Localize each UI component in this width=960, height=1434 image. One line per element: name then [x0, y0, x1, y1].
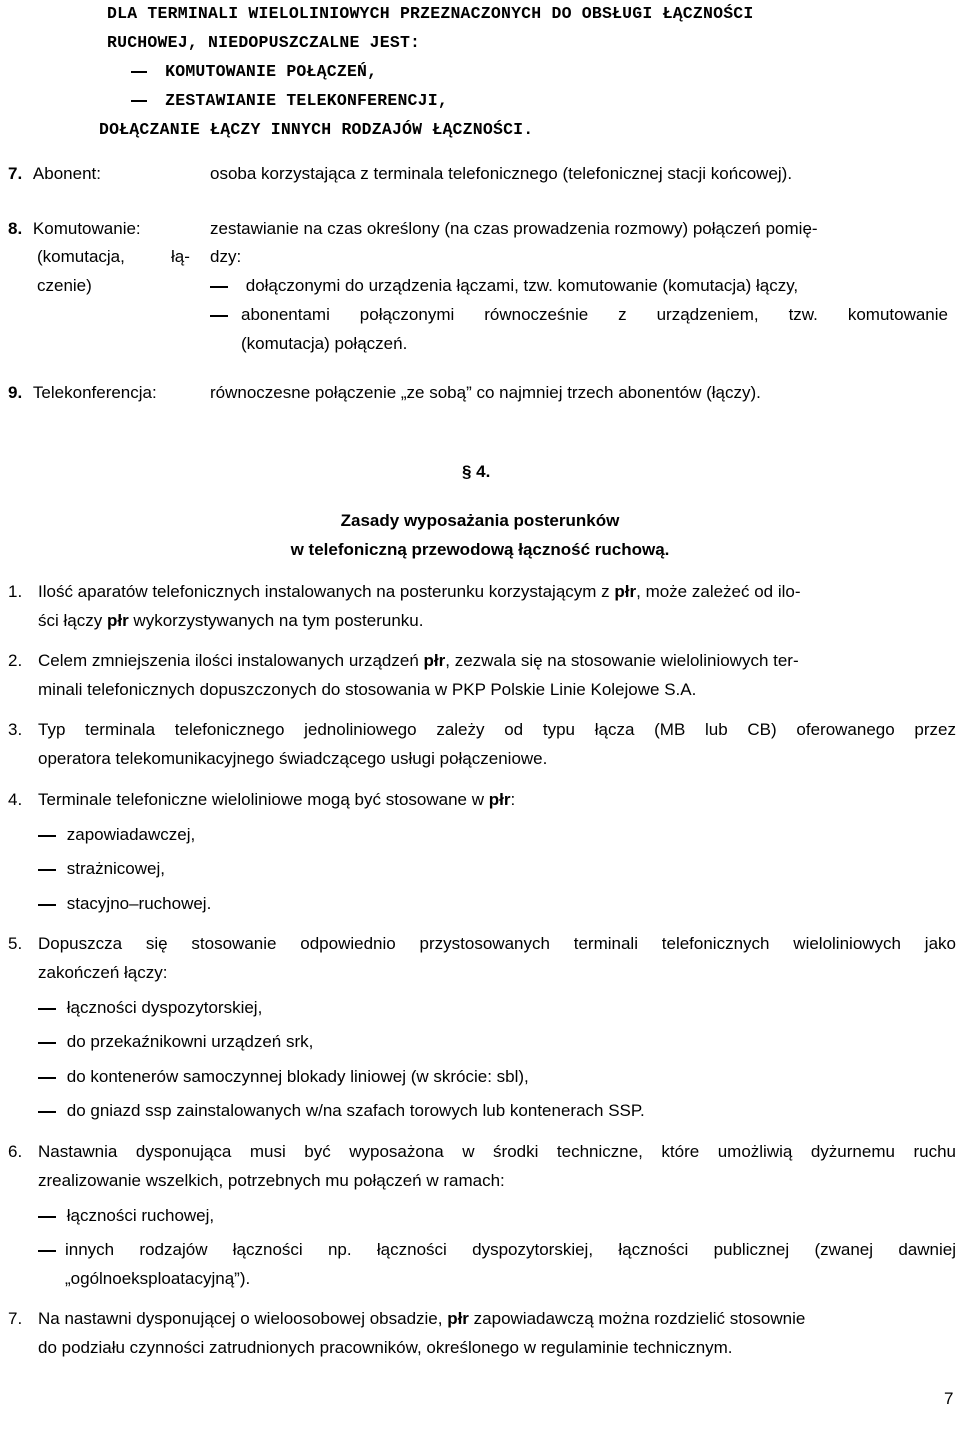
- definition-9: [8, 383, 157, 403]
- item-text: , zezwala się na stosowanie wieloliniowych ter-: [445, 651, 799, 670]
- dash-bullet: [38, 1250, 56, 1252]
- intro-item-1-text: KOMUTOWANIE POŁĄCZEŃ,: [165, 62, 378, 81]
- definition-8-sub-1-text: dołączonymi do urządzenia łączami, tzw. komutowanie (komutacja) łączy,: [245, 276, 799, 295]
- definition-term: Abonent:: [32, 164, 101, 183]
- item-5-sub-4: [38, 1101, 645, 1121]
- sub-item-text: do przekaźnikowni urządzeń srk,: [66, 1032, 314, 1051]
- dash-bullet: [38, 904, 56, 906]
- item-7-number: 7.: [8, 1309, 23, 1328]
- item-text: Ilość aparatów telefonicznych instalowanych na posterunku korzystającym z: [38, 582, 615, 601]
- item-text: , może zależeć od ilo-: [636, 582, 801, 601]
- sub-item-text: zapowiadawczej,: [66, 825, 196, 844]
- item-2-number: 2.: [8, 651, 23, 670]
- sub-item-text: łączności dyspozytorskiej,: [66, 998, 263, 1017]
- definition-7-text: osoba korzystająca z terminala telefonicznego (telefonicznej stacji końcowej).: [210, 164, 793, 183]
- item-text: Celem zmniejszenia ilości instalowanych urządzeń: [38, 651, 424, 670]
- item-text: Na nastawni dysponującej o wieloosobowej obsadzie,: [38, 1309, 448, 1328]
- item-4-line-1: [38, 790, 515, 810]
- abbr-plr: płr: [447, 1309, 469, 1328]
- dash-bullet: [38, 1216, 56, 1218]
- item-6-number: 6.: [8, 1142, 23, 1161]
- item-6-sub-2: [38, 1240, 56, 1260]
- abbr-plr: płr: [614, 582, 637, 601]
- intro-item-2: [131, 91, 448, 110]
- page-number: 7: [944, 1389, 954, 1408]
- item-4-number: 4.: [8, 790, 23, 809]
- item-6-line-2: zrealizowanie wszelkich, potrzebnych mu połączeń w ramach:: [38, 1171, 505, 1190]
- abbr-plr: płr: [423, 651, 446, 670]
- definition-8-sub-1: [210, 276, 798, 296]
- item-4-sub-3: [38, 894, 211, 914]
- item-6-sub-1: [38, 1206, 214, 1226]
- dash-bullet: [210, 315, 228, 317]
- definition-8-term-2b: łą-: [171, 247, 190, 266]
- item-2-line-2: minali telefonicznych dopuszczonych do stosowania w PKP Polskie Linie Kolejowe S.A.: [38, 680, 697, 699]
- item-text: ści łączy: [38, 611, 107, 630]
- item-5-number: 5.: [8, 934, 23, 953]
- abbr-plr: płr: [106, 611, 129, 630]
- item-text: Terminale telefoniczne wieloliniowe mogą być stosowane w: [38, 790, 489, 809]
- item-6-sub-2-text: innych rodzajów łączności np. łączności dyspozytorskiej, łączności publicznej (zwanej dawniej: [65, 1240, 956, 1259]
- dash-bullet: [38, 1008, 56, 1010]
- item-1-line-1: [38, 582, 801, 602]
- definition-number: 7.: [8, 164, 23, 183]
- dash-bullet: [210, 286, 228, 288]
- item-5-sub-3: [38, 1067, 529, 1087]
- item-5-line-1: Dopuszcza się stosowanie odpowiednio przystosowanych terminali telefonicznych wieloliniowych jako: [38, 934, 956, 953]
- definition-number: 8.: [8, 219, 23, 238]
- intro-item-1: [131, 62, 377, 81]
- definition-term: Komutowanie:: [32, 219, 141, 238]
- definition-7: [8, 164, 101, 184]
- definition-term: Telekonferencja:: [32, 383, 157, 402]
- item-2-line-1: [38, 651, 799, 671]
- item-text: wykorzystywanych na tym posterunku.: [128, 611, 424, 630]
- dash-bullet: [38, 869, 56, 871]
- item-1-line-2: [38, 611, 423, 631]
- sub-item-text: strażnicowej,: [66, 859, 165, 878]
- dash-bullet: [38, 835, 56, 837]
- item-6-sub-2-cont: „ogólnoeksploatacyjną”).: [65, 1269, 251, 1288]
- sub-item-text: łączności ruchowej,: [66, 1206, 215, 1225]
- item-text: :: [510, 790, 516, 809]
- definition-8-sub-2-cont: (komutacja) połączeń.: [241, 334, 408, 353]
- definition-8: [8, 219, 141, 239]
- definition-9-text: równoczesne połączenie „ze sobą” co najmniej trzech abonentów (łączy).: [210, 383, 761, 402]
- item-1-number: 1.: [8, 582, 23, 601]
- sub-item-text: stacyjno–ruchowej.: [66, 894, 212, 913]
- item-3-number: 3.: [8, 720, 23, 739]
- item-4-sub-2: [38, 859, 165, 879]
- definition-8-line-2: dzy:: [210, 247, 242, 266]
- abbr-plr: płr: [488, 790, 511, 809]
- definition-8-term-3: czenie): [37, 276, 92, 295]
- intro-line-2: RUCHOWEJ, NIEDOPUSZCZALNE JEST:: [107, 33, 421, 52]
- sub-item-text: do gniazd ssp zainstalowanych w/na szafach torowych lub kontenerach SSP.: [66, 1101, 645, 1120]
- item-6-line-1: Nastawnia dysponująca musi być wyposażona w środki techniczne, które umożliwią dyżurnemu ruchu: [38, 1142, 956, 1161]
- section-title-2: w telefoniczną przewodową łączność ruchową.: [290, 540, 670, 559]
- item-text: zapowiadawczą można rozdzielić stosownie: [468, 1309, 806, 1328]
- item-5-sub-2: [38, 1032, 313, 1052]
- item-7-line-2: do podziału czynności zatrudnionych pracowników, określonego w regulaminie technicznym.: [38, 1338, 733, 1357]
- dash-bullet: [38, 1042, 56, 1044]
- definition-number: 9.: [8, 383, 23, 402]
- dash-bullet: [131, 100, 147, 102]
- sub-item-text: do kontenerów samoczynnej blokady liniowej (w skrócie: sbl),: [66, 1067, 529, 1086]
- intro-line-last: DOŁĄCZANIE ŁĄCZY INNYCH RODZAJÓW ŁĄCZNOŚCI.: [99, 120, 534, 139]
- item-3-line-1: Typ terminala telefonicznego jednoliniowego zależy od typu łącza (MB lub CB) oferowanego przez: [38, 720, 956, 739]
- item-3-line-2: operatora telekomunikacyjnego świadczącego usługi połączeniowe.: [38, 749, 548, 768]
- definition-8-sub-2: [210, 305, 228, 325]
- dash-bullet: [38, 1077, 56, 1079]
- definition-8-sub-2-text: abonentami połączonymi równocześnie z urządzeniem, tzw. komutowanie: [241, 305, 948, 324]
- intro-line-1: DLA TERMINALI WIELOLINIOWYCH PRZEZNACZONYCH DO OBSŁUGI ŁĄCZNOŚCI: [107, 4, 754, 23]
- item-5-sub-1: [38, 998, 262, 1018]
- section-title-1: Zasady wyposażania posterunków: [340, 511, 620, 530]
- definition-8-term-2a: (komutacja,: [37, 247, 125, 266]
- section-number: § 4.: [462, 462, 491, 481]
- item-5-line-2: zakończeń łączy:: [38, 963, 168, 982]
- item-7-line-1: [38, 1309, 805, 1329]
- dash-bullet: [131, 71, 147, 73]
- dash-bullet: [38, 1111, 56, 1113]
- definition-8-line-1: zestawianie na czas określony (na czas prowadzenia rozmowy) połączeń pomię-: [210, 219, 818, 238]
- item-4-sub-1: [38, 825, 195, 845]
- intro-item-2-text: ZESTAWIANIE TELEKONFERENCJI,: [165, 91, 448, 110]
